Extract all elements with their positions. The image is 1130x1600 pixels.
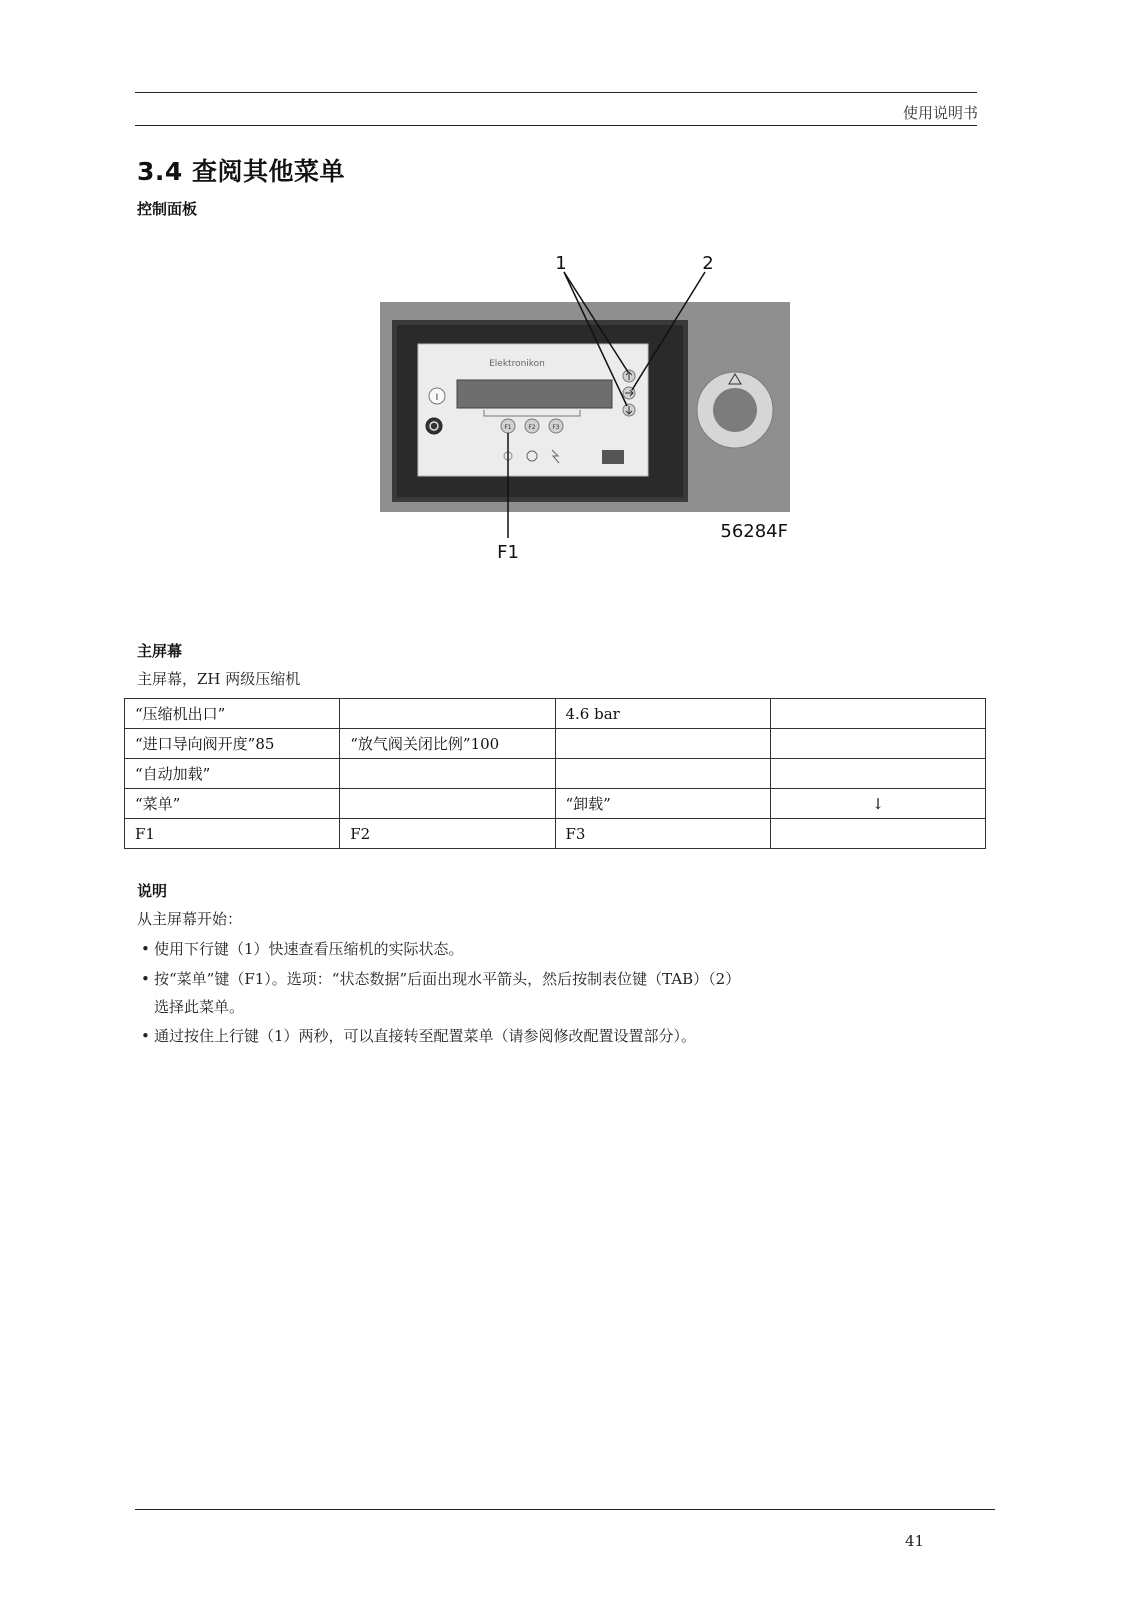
explanation-heading: 说明 (137, 882, 168, 900)
lcd-display (457, 380, 612, 408)
brand-badge (602, 450, 624, 464)
table-cell (770, 759, 985, 789)
callout-f1: F1 (497, 542, 519, 563)
table-cell: “进口导向阀开度”85 (125, 729, 340, 759)
main-screen-table (124, 698, 986, 849)
table-cell (770, 819, 985, 849)
table-cell (340, 759, 555, 789)
stop-button (426, 418, 442, 434)
table-row (125, 729, 986, 759)
table-cell (770, 699, 985, 729)
table-cell (340, 789, 555, 819)
svg-text:F2: F2 (528, 424, 536, 431)
table-cell: “压缩机出口” (125, 699, 340, 729)
table-cell (770, 729, 985, 759)
page-number: 41 (905, 1532, 925, 1550)
footer-rule (135, 1509, 995, 1510)
explanation-intro: 从主屏幕开始： (137, 910, 243, 928)
table-row (125, 759, 986, 789)
bullet-icon: • (141, 940, 150, 958)
table-cell: F1 (125, 819, 340, 849)
table-cell (555, 729, 770, 759)
table-row (125, 789, 986, 819)
table-row (125, 819, 986, 849)
callout-2: 2 (702, 253, 714, 274)
main-screen-heading: 主屏幕 (137, 642, 183, 660)
main-screen-caption: 主屏幕，ZH 两级压缩机 (137, 670, 301, 688)
svg-text:F3: F3 (552, 424, 560, 431)
table-cell (340, 699, 555, 729)
emergency-stop-button (713, 388, 757, 432)
header-title: 使用说明书 (902, 104, 978, 122)
bullet-icon: • (141, 1027, 150, 1045)
bullet-icon: • (141, 970, 150, 988)
table-cell: “放气阀关闭比例”100 (340, 729, 555, 759)
table-cell: F3 (555, 819, 770, 849)
table-cell: “菜单” (125, 789, 340, 819)
svg-text:I: I (435, 393, 439, 403)
bullet-item (141, 938, 464, 959)
bullet-text: 按“菜单”键（F1）。选项：“状态数据”后面出现水平箭头，然后按制表位键（TAB）（2） (154, 970, 741, 988)
svg-text:F1: F1 (504, 424, 512, 431)
figure-code: 56284F (720, 521, 788, 542)
bullet-text-continued: 选择此菜单。 (154, 998, 245, 1016)
brand-label: Elektronikon (489, 359, 545, 369)
callout-1: 1 (555, 253, 567, 274)
header-rule-top (135, 92, 977, 93)
table-cell (555, 759, 770, 789)
control-panel-figure (380, 250, 810, 570)
bullet-text: 使用下行键（1）快速查看压缩机的实际状态。 (154, 940, 464, 958)
table-cell: 4.6 bar (555, 699, 770, 729)
section-title: 3.4 查阅其他菜单 (137, 157, 345, 186)
table-cell: F2 (340, 819, 555, 849)
down-arrow-cell: ↓ (770, 789, 985, 819)
bullet-item (141, 968, 740, 989)
bullet-item (141, 1025, 696, 1046)
header-rule-bottom (135, 125, 977, 126)
table-row (125, 699, 986, 729)
bullet-text: 通过按住上行键（1）两秒，可以直接转至配置菜单（请参阅修改配置设置部分）。 (154, 1027, 697, 1045)
table-cell: “自动加载” (125, 759, 340, 789)
table-cell: “卸载” (555, 789, 770, 819)
control-panel-heading: 控制面板 (137, 200, 198, 218)
